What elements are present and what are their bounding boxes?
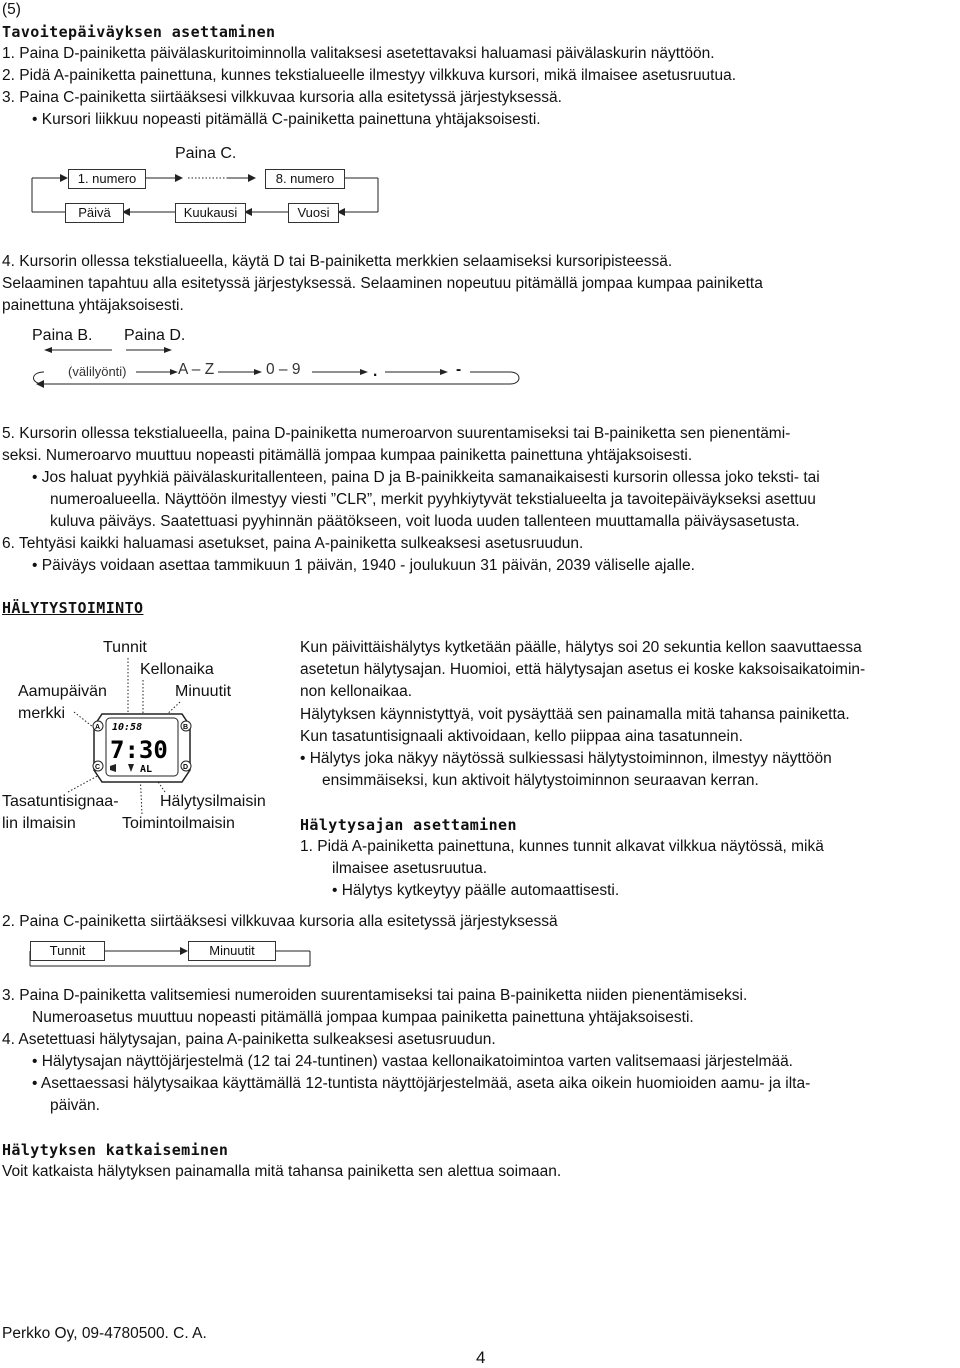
section-title-stop-alarm: Hälytyksen katkaiseminen — [2, 1141, 229, 1159]
diagram-box-eighth-number: 8. numero — [265, 169, 345, 189]
display-top: 10:58 — [112, 722, 143, 733]
section-title-alarm: HÄLYTYSTOIMINTO — [2, 599, 144, 617]
set-alarm-bullet-1: • Hälytysajan näyttöjärjestelmä (12 tai 24-tuntinen) vastaa kellonaikatoimintoa varten valitsemaasi järjestelmää. — [32, 1053, 793, 1070]
display-mode: AL — [140, 764, 153, 775]
set-alarm-step-4: 4. Asetettuasi hälytysajan, paina A-painiketta sulkeaksesi asetusruudun. — [2, 1031, 496, 1048]
step-5-text: 5. Kursorin ollessa tekstialueella, paina D-painiketta numeroarvon suurentamiseksi tai B-painiketta sen pienentämi- — [2, 425, 791, 442]
set-alarm-bullet-2: • Asettaessasi hälytysaikaa käyttämällä 12-tuntista näyttöjärjestelmää, aseta aika oikein huomioiden aamu- ja ilta- — [32, 1075, 811, 1092]
diagram1-caption: Paina C. — [175, 145, 237, 162]
alarm-desc-bullet-2: ensimmäiseksi, kun aktivoit hälytystoiminnon seuraavan kerran. — [322, 772, 759, 789]
label-hours: Tunnit — [103, 639, 147, 656]
display-main: 7:30 — [110, 736, 168, 764]
label-am-indicator: Aamupäivän — [18, 683, 107, 700]
button-d-icon: D — [183, 764, 189, 771]
step-5-text-2: seksi. Numeroarvo muuttuu nopeasti pitämällä jompaa kumpaa painiketta painettuna yhtäjaksoisesti. — [2, 447, 693, 464]
step-5-bullet-3: kuluva päiväys. Saatettuasi pyyhinnän päätökseen, voit luoda uuden tallenteen muuttamalla päiväysasetusta. — [50, 513, 800, 530]
step-2-text: 2. Pidä A-painiketta painettuna, kunnes tekstialueelle ilmestyy vilkkuva kursori, mikä ilmaisee asetusruutua. — [2, 67, 737, 84]
step-5-bullet-2: numeroalueella. Näyttöön ilmestyy viesti ”CLR”, merkit pyyhkiytyvät tekstialueelta ja tavoitepäiväykseksi asettuu — [50, 491, 816, 508]
set-alarm-step-1b: ilmaisee asetusruutua. — [332, 860, 488, 877]
section-title-target-date: Tavoitepäiväyksen asettaminen — [2, 23, 276, 41]
alarm-desc-1: Kun päivittäishälytys kytketään päälle, hälytys soi 20 sekuntia kellon saavuttaessa — [300, 639, 862, 656]
label-minutes: Minuutit — [175, 683, 232, 700]
step-4-text: 4. Kursorin ollessa tekstialueella, käytä D tai B-painiketta merkkien selaamiseksi kursoripisteessä. — [2, 253, 673, 270]
seq-dash: - — [456, 361, 462, 378]
step-1-text: 1. Paina D-painiketta päivälaskuritoiminnolla valitaksesi asetettavaksi haluamasi päivälaskurin näyttöön. — [2, 45, 715, 62]
diagram-box-hours: Tunnit — [30, 941, 105, 961]
label-time: Kellonaika — [140, 661, 214, 678]
seq-digits: 0 – 9 — [266, 361, 301, 378]
page-section-number: (5) — [2, 1, 21, 18]
seq-letters: A – Z — [178, 361, 215, 378]
step-3-text: 3. Paina C-painiketta siirtääksesi vilkkuvaa kursoria alla esitetyssä järjestyksessä. — [2, 89, 562, 106]
alarm-desc-4: Hälytyksen käynnistyttyä, voit pysäyttää sen painamalla mitä tahansa painiketta. — [300, 706, 850, 723]
seq-dot: . — [373, 363, 378, 380]
set-alarm-step-2: 2. Paina C-painiketta siirtääksesi vilkkuvaa kursoria alla esitetyssä järjestyksessä — [2, 913, 558, 930]
label-chime-indicator: Tasatuntisignaa- — [2, 793, 119, 810]
set-alarm-step-1: 1. Pidä A-painiketta painettuna, kunnes tunnit alkavat vilkkua näytössä, mikä — [300, 838, 824, 855]
press-d-label: Paina D. — [124, 327, 186, 344]
step-6-text: 6. Tehtyäsi kaikki haluamasi asetukset, paina A-painiketta sulkeaksesi asetusruudun. — [2, 535, 584, 552]
step-3-bullet: • Kursori liikkuu nopeasti pitämällä C-painiketta painettuna yhtäjaksoisesti. — [32, 111, 541, 128]
set-alarm-step-3: 3. Paina D-painiketta valitsemiesi numeroiden suurentamiseksi tai paina B-painiketta niiden pienentämiseksi. — [2, 987, 748, 1004]
set-alarm-step-3b: Numeroasetus muuttuu nopeasti pitämällä jompaa kumpaa painiketta painettuna yhtäjaksoisesti. — [32, 1009, 694, 1026]
alarm-desc-bullet: • Hälytys joka näkyy näytössä sulkiessasi hälytystoiminnon, ilmestyy näyttöön — [300, 750, 832, 767]
set-alarm-bullet-2b: päivän. — [50, 1097, 100, 1114]
diagram-box-minutes: Minuutit — [188, 941, 276, 961]
alarm-desc-5: Kun tasatuntisignaali aktivoidaan, kello piippaa aina tasatunnein. — [300, 728, 743, 745]
label-am-indicator-2: merkki — [18, 705, 66, 722]
diagram-box-day: Päivä — [65, 203, 124, 223]
button-c-icon: C — [95, 764, 101, 771]
page-number: 4 — [476, 1348, 486, 1367]
label-mode-indicator: Toimintoilmaisin — [122, 815, 235, 832]
diagram-box-year: Vuosi — [288, 203, 339, 223]
set-alarm-step-1-bullet: • Hälytys kytkeytyy päälle automaattisesti. — [332, 882, 620, 899]
press-b-label: Paina B. — [32, 327, 93, 344]
step-4-text-2: Selaaminen tapahtuu alla esitetyssä järjestyksessä. Selaaminen nopeutuu pitämällä jompaa kumpaa painiketta — [2, 275, 763, 292]
stop-alarm-text: Voit katkaista hälytyksen painamalla mitä tahansa painiketta sen alettua soimaan. — [2, 1163, 562, 1180]
space-label: (välilyönti) — [68, 364, 127, 379]
step-4-text-3: painettuna yhtäjaksoisesti. — [2, 297, 184, 314]
alarm-desc-3: non kellonaikaa. — [300, 683, 413, 700]
section-title-set-alarm: Hälytysajan asettaminen — [300, 816, 517, 834]
step-6-bullet: • Päiväys voidaan asettaa tammikuun 1 päivän, 1940 - joulukuun 31 päivän, 2039 väliselle ajalle. — [32, 557, 695, 574]
label-chime-indicator-2: lin ilmaisin — [2, 815, 76, 832]
button-b-icon: B — [183, 724, 189, 731]
diagram-box-month: Kuukausi — [175, 203, 246, 223]
label-alarm-indicator: Hälytysilmaisin — [160, 793, 266, 810]
diagram-box-first-number: 1. numero — [68, 169, 146, 189]
footer-company: Perkko Oy, 09-4780500. C. A. — [2, 1325, 207, 1342]
step-5-bullet: • Jos haluat pyyhkiä päivälaskuritallenteen, paina D ja B-painikkeita samanaikaisesti kursorin ollessa joko teksti- tai — [32, 469, 820, 486]
button-a-icon: A — [95, 724, 101, 731]
alarm-desc-2: asetetun hälytysajan. Huomioi, että hälytysajan asetus ei koske kaksoisaikatoimin- — [300, 661, 866, 678]
